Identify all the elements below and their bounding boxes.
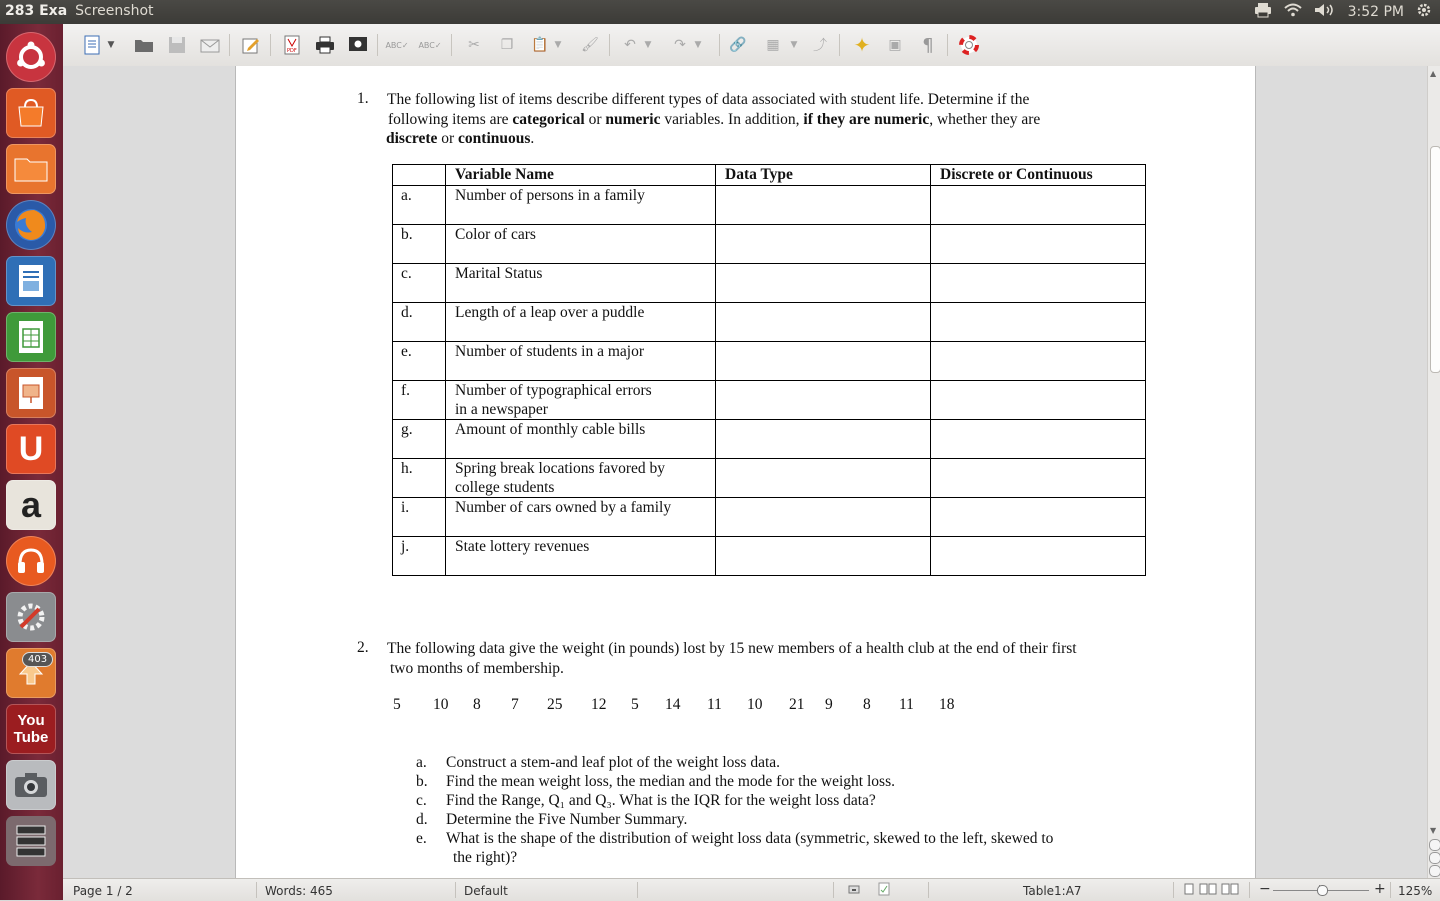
table-row bbox=[393, 420, 1146, 459]
files-folder-icon[interactable] bbox=[6, 144, 56, 194]
navigation-icon[interactable] bbox=[1429, 852, 1440, 864]
previous-page-icon[interactable] bbox=[1429, 839, 1440, 851]
question-1-number: 1. bbox=[357, 90, 369, 107]
row-letter[interactable] bbox=[393, 225, 446, 264]
q1-text-segment: or bbox=[584, 110, 606, 128]
discrete-continuous-cell[interactable] bbox=[931, 381, 1146, 420]
row-letter-text: b. bbox=[401, 226, 413, 243]
table-row bbox=[393, 342, 1146, 381]
row-letter-text: e. bbox=[401, 343, 412, 360]
data-value: 11 bbox=[707, 696, 722, 713]
variables-table[interactable] bbox=[392, 164, 1146, 576]
variable-name-line-2: college students bbox=[455, 479, 555, 496]
libreoffice-writer-icon[interactable] bbox=[6, 256, 56, 306]
table-header-discrete-continuous[interactable]: Discrete or Continuous bbox=[931, 165, 1146, 186]
part-text: What is the shape of the distribution of weight loss data (symmetric, skewed to the left, skewed to bbox=[446, 830, 1054, 847]
edit-mode-icon[interactable] bbox=[240, 34, 262, 56]
table-header-row bbox=[393, 165, 1146, 186]
row-letter[interactable] bbox=[393, 342, 446, 381]
cut-icon[interactable]: ✂ bbox=[468, 37, 480, 53]
variable-name-cell[interactable] bbox=[446, 381, 716, 420]
data-type-cell[interactable] bbox=[716, 537, 931, 576]
standard-toolbar bbox=[63, 24, 1440, 67]
table-row bbox=[393, 381, 1146, 420]
youtube-label-bottom: Tube bbox=[13, 729, 49, 746]
table-row bbox=[393, 225, 1146, 264]
data-type-cell[interactable] bbox=[716, 498, 931, 537]
data-value: 8 bbox=[863, 696, 871, 713]
row-letter-text: d. bbox=[401, 304, 413, 321]
volume-icon[interactable] bbox=[1314, 3, 1336, 21]
q1-text-segment: or bbox=[437, 130, 459, 147]
zoom-slider-handle[interactable] bbox=[1317, 885, 1328, 896]
question-1-line-1: The following list of items describe different types of data associated with student life. Determine if the bbox=[387, 91, 1030, 108]
row-letter[interactable] bbox=[393, 537, 446, 576]
variable-name-cell[interactable] bbox=[446, 342, 716, 381]
zoom-level[interactable]: 125% bbox=[1398, 884, 1433, 898]
amazon-icon[interactable]: a bbox=[6, 480, 56, 530]
page-style[interactable]: Default bbox=[464, 884, 508, 898]
question-1 bbox=[357, 90, 1157, 150]
q1-text-segment: following items are bbox=[388, 110, 513, 128]
variable-name-line-1: Length of a leap over a puddle bbox=[455, 304, 645, 321]
row-letter[interactable] bbox=[393, 264, 446, 303]
row-letter-text: c. bbox=[401, 265, 412, 282]
software-center-icon[interactable] bbox=[6, 88, 56, 138]
data-value: 5 bbox=[631, 696, 639, 713]
copy-icon[interactable]: ❐ bbox=[500, 37, 514, 53]
row-letter-text: g. bbox=[401, 421, 413, 438]
book-view-icon[interactable] bbox=[1221, 883, 1239, 898]
wifi-icon[interactable] bbox=[1284, 3, 1302, 21]
undo-dropdown-icon[interactable]: ▼ bbox=[644, 40, 652, 50]
table-row bbox=[393, 498, 1146, 537]
window-title-app: 283 Exa bbox=[5, 3, 68, 19]
row-letter[interactable] bbox=[393, 459, 446, 498]
data-value: 10 bbox=[433, 696, 449, 713]
row-letter-text: j. bbox=[401, 538, 410, 555]
print-icon[interactable] bbox=[314, 34, 336, 56]
question-1-text bbox=[388, 90, 1040, 149]
discrete-continuous-cell[interactable] bbox=[931, 303, 1146, 342]
row-letter[interactable] bbox=[393, 498, 446, 537]
new-document-icon[interactable] bbox=[81, 34, 103, 56]
q1-bold-if-numeric: if they are numeric bbox=[803, 110, 930, 128]
table-row bbox=[393, 303, 1146, 342]
data-type-cell[interactable] bbox=[716, 186, 931, 225]
zoom-out-icon[interactable]: − bbox=[1259, 881, 1271, 897]
formatting-marks-icon[interactable]: ¶ bbox=[922, 34, 934, 56]
question-2-line-2: two months of membership. bbox=[390, 659, 564, 677]
selection-mode-icon[interactable] bbox=[848, 883, 860, 898]
table-body bbox=[393, 186, 1146, 576]
variable-name-line-1: Spring break locations favored by bbox=[455, 460, 666, 477]
firefox-icon[interactable] bbox=[6, 200, 56, 250]
discrete-continuous-cell[interactable] bbox=[931, 264, 1146, 303]
variable-name-cell[interactable] bbox=[446, 537, 716, 576]
redo-dropdown-icon[interactable]: ▼ bbox=[694, 40, 702, 50]
data-value: 5 bbox=[393, 696, 401, 713]
multi-page-view-icon[interactable] bbox=[1199, 883, 1217, 898]
navigator-icon[interactable]: ✦ bbox=[853, 33, 871, 57]
row-letter-text: a. bbox=[401, 187, 412, 204]
status-bar bbox=[63, 878, 1440, 901]
table-row bbox=[393, 459, 1146, 498]
data-type-cell[interactable] bbox=[716, 381, 931, 420]
word-count[interactable]: Words: 465 bbox=[265, 884, 333, 898]
variable-name-cell[interactable] bbox=[446, 459, 716, 498]
variable-name-line-1: Number of students in a major bbox=[455, 343, 644, 360]
ubuntu-music-icon[interactable] bbox=[6, 536, 56, 586]
variable-name-cell[interactable] bbox=[446, 264, 716, 303]
variable-name-cell[interactable] bbox=[446, 303, 716, 342]
variable-name-line-2: in a newspaper bbox=[455, 401, 548, 418]
question-1-line-3 bbox=[386, 129, 1040, 149]
update-manager-icon[interactable] bbox=[6, 648, 56, 698]
youtube-icon[interactable] bbox=[6, 704, 56, 754]
question-2-line-1: The following data give the weight (in pounds) lost by 15 new members of a health club at the end of their first bbox=[387, 640, 1077, 657]
chart-icon[interactable]: ⤴ bbox=[813, 38, 827, 54]
table-cell-position[interactable]: Table1:A7 bbox=[1023, 884, 1082, 898]
system-settings-icon[interactable] bbox=[6, 592, 56, 642]
part-text: Find the mean weight loss, the median and the mode for the weight loss. bbox=[446, 773, 895, 790]
system-tray bbox=[1254, 0, 1440, 24]
data-type-cell[interactable] bbox=[716, 264, 931, 303]
scroll-up-arrow-icon[interactable]: ▲ bbox=[1430, 69, 1437, 78]
row-letter[interactable] bbox=[393, 303, 446, 342]
camera-icon[interactable] bbox=[6, 760, 56, 810]
question-2-number: 2. bbox=[357, 639, 369, 656]
data-value: 8 bbox=[473, 696, 481, 713]
variable-name-line-1: Number of cars owned by a family bbox=[455, 499, 672, 516]
spelling-icon[interactable]: ABC✓ bbox=[385, 40, 409, 50]
document-modified-icon[interactable] bbox=[878, 882, 890, 899]
data-type-cell[interactable] bbox=[716, 459, 931, 498]
q1-bold-categorical: categorical bbox=[512, 110, 585, 128]
variable-name-line-1: Number of persons in a family bbox=[455, 187, 645, 204]
part-text: Determine the Five Number Summary. bbox=[446, 811, 688, 828]
row-letter[interactable] bbox=[393, 420, 446, 459]
part-letter: b. bbox=[416, 773, 428, 790]
data-value: 21 bbox=[789, 696, 805, 713]
scrollbar-thumb[interactable] bbox=[1430, 146, 1440, 373]
variable-name-line-1: Color of cars bbox=[455, 226, 536, 243]
printer-icon[interactable] bbox=[1254, 2, 1272, 22]
page-indicator[interactable]: Page 1 / 2 bbox=[73, 884, 133, 898]
variable-name-cell[interactable] bbox=[446, 186, 716, 225]
help-lifebuoy-icon[interactable] bbox=[958, 34, 980, 56]
q1-bold-numeric: numeric bbox=[605, 110, 661, 128]
table-header-data-type[interactable]: Data Type bbox=[716, 165, 931, 186]
row-letter-text: i. bbox=[401, 499, 410, 516]
hyperlink-icon[interactable]: 🔗 bbox=[729, 37, 747, 53]
discrete-continuous-cell[interactable] bbox=[931, 537, 1146, 576]
update-count-badge: 403 bbox=[22, 652, 53, 667]
table-header-variable-name[interactable]: Variable Name bbox=[446, 165, 716, 186]
paste-dropdown-icon[interactable]: ▼ bbox=[554, 40, 562, 50]
part-letter: a. bbox=[416, 754, 427, 771]
next-page-icon[interactable] bbox=[1429, 865, 1440, 877]
gallery-icon[interactable]: ▣ bbox=[888, 37, 902, 53]
variable-name-cell[interactable] bbox=[446, 225, 716, 264]
data-type-cell[interactable] bbox=[716, 225, 931, 264]
save-icon[interactable] bbox=[166, 34, 188, 56]
variable-name-cell[interactable] bbox=[446, 420, 716, 459]
zoom-in-icon[interactable]: + bbox=[1374, 881, 1386, 897]
table-row bbox=[393, 537, 1146, 576]
data-value: 12 bbox=[591, 696, 607, 713]
table-row bbox=[393, 186, 1146, 225]
variable-name-line-1: Marital Status bbox=[455, 265, 543, 282]
clock[interactable]: 3:52 PM bbox=[1347, 4, 1404, 20]
data-value: 11 bbox=[899, 696, 914, 713]
print-preview-icon[interactable] bbox=[347, 34, 369, 56]
row-letter[interactable] bbox=[393, 381, 446, 420]
new-dropdown-arrow-icon[interactable]: ▼ bbox=[107, 40, 115, 50]
single-page-view-icon[interactable] bbox=[1184, 883, 1194, 898]
paste-icon[interactable]: 📋 bbox=[531, 37, 549, 53]
libreoffice-impress-icon[interactable] bbox=[6, 368, 56, 418]
discrete-continuous-cell[interactable] bbox=[931, 342, 1146, 381]
scroll-down-arrow-icon[interactable]: ▼ bbox=[1430, 826, 1437, 835]
table-icon[interactable]: ▦ bbox=[766, 37, 780, 53]
gear-icon[interactable] bbox=[1416, 2, 1432, 22]
launcher bbox=[0, 24, 63, 900]
data-type-cell[interactable] bbox=[716, 303, 931, 342]
part-letter: d. bbox=[416, 811, 428, 828]
libreoffice-calc-icon[interactable] bbox=[6, 312, 56, 362]
data-value: 10 bbox=[747, 696, 763, 713]
question-2 bbox=[357, 639, 1177, 681]
variable-name-line-1: State lottery revenues bbox=[455, 538, 590, 555]
q1-text-segment: , whether they are bbox=[929, 110, 1041, 128]
data-value: 7 bbox=[511, 696, 519, 713]
redo-icon[interactable]: ↷ bbox=[674, 37, 686, 53]
document-area bbox=[63, 66, 1427, 878]
discrete-continuous-cell[interactable] bbox=[931, 225, 1146, 264]
part-text: the right)? bbox=[453, 849, 518, 866]
q1-text-segment: variables. In addition, bbox=[660, 110, 804, 128]
table-header-letter[interactable] bbox=[393, 165, 446, 186]
data-type-cell[interactable] bbox=[716, 420, 931, 459]
youtube-label-top: You bbox=[17, 712, 45, 729]
data-value: 14 bbox=[665, 696, 681, 713]
data-value: 18 bbox=[939, 696, 955, 713]
discrete-continuous-cell[interactable] bbox=[931, 459, 1146, 498]
q1-bold-discrete: discrete bbox=[386, 130, 438, 147]
clone-formatting-icon[interactable]: 🖌 bbox=[581, 37, 599, 53]
ubuntu-dash-icon[interactable] bbox=[6, 32, 56, 82]
question-1-line-2 bbox=[388, 110, 1040, 130]
part-text: Find the Range, Q₁ and Q₃. What is the IQR for the weight loss data? bbox=[446, 792, 876, 809]
variable-name-line-1: Amount of monthly cable bills bbox=[455, 421, 646, 438]
row-letter[interactable] bbox=[393, 186, 446, 225]
window-title-text: Screenshot bbox=[75, 3, 154, 19]
variable-name-cell[interactable] bbox=[446, 498, 716, 537]
q1-bold-continuous: continuous bbox=[458, 130, 531, 147]
ubuntu-one-icon[interactable]: U bbox=[6, 424, 56, 474]
discrete-continuous-cell[interactable] bbox=[931, 420, 1146, 459]
data-value: 25 bbox=[547, 696, 563, 713]
part-text: Construct a stem-and leaf plot of the weight loss data. bbox=[446, 754, 781, 771]
discrete-continuous-cell[interactable] bbox=[931, 498, 1146, 537]
q1-text-segment: . bbox=[530, 130, 535, 147]
row-letter-text: f. bbox=[401, 382, 411, 399]
row-letter-text: h. bbox=[401, 460, 413, 477]
export-pdf-icon[interactable] bbox=[281, 34, 303, 56]
open-folder-icon[interactable] bbox=[133, 34, 155, 56]
data-type-cell[interactable] bbox=[716, 342, 931, 381]
top-panel bbox=[0, 0, 1440, 24]
part-letter: e. bbox=[416, 830, 427, 847]
variable-name-line-1: Number of typographical errors bbox=[455, 382, 652, 399]
undo-icon[interactable]: ↶ bbox=[624, 37, 636, 53]
discrete-continuous-cell[interactable] bbox=[931, 186, 1146, 225]
table-dropdown-icon[interactable]: ▼ bbox=[790, 40, 798, 50]
part-letter: c. bbox=[416, 792, 427, 809]
svg-text:PDF: PDF bbox=[287, 48, 297, 54]
document-page[interactable] bbox=[235, 66, 1256, 878]
window-title bbox=[5, 3, 154, 19]
autospell-icon[interactable]: ABC✓ bbox=[418, 40, 442, 50]
email-icon[interactable] bbox=[199, 34, 221, 56]
data-value: 9 bbox=[825, 696, 833, 713]
workspace-switcher-icon[interactable] bbox=[6, 816, 56, 866]
table-row bbox=[393, 264, 1146, 303]
question-2-text bbox=[388, 639, 1077, 678]
vertical-scrollbar[interactable] bbox=[1427, 66, 1440, 878]
